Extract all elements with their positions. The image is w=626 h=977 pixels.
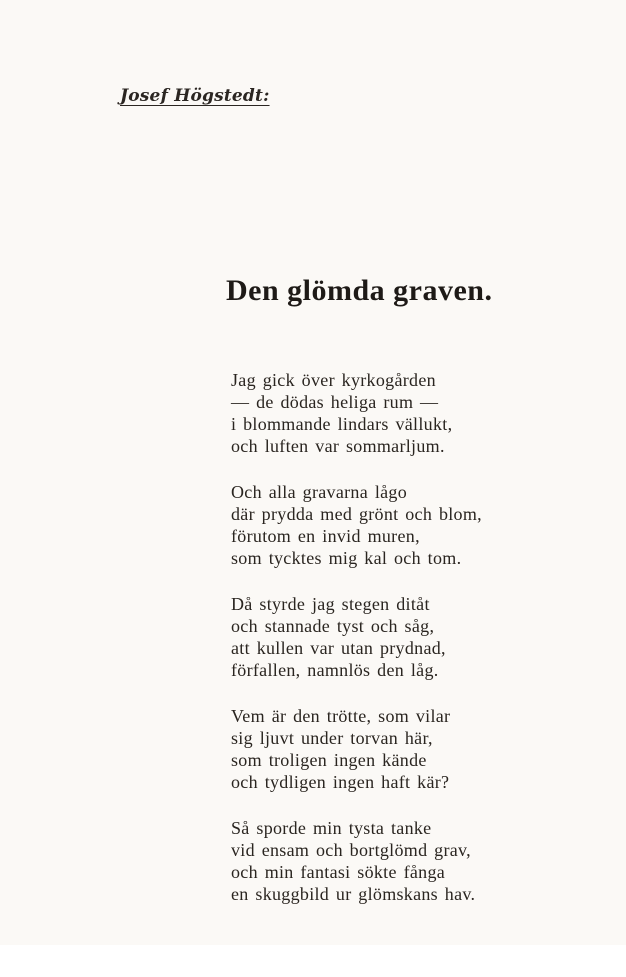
poem-line: och stannade tyst och såg, bbox=[231, 616, 435, 636]
poem-line: sig ljuvt under torvan här, bbox=[231, 728, 433, 748]
poem-line: och tydligen ingen haft kär? bbox=[231, 772, 450, 792]
poem-title: Den glömda graven. bbox=[226, 274, 493, 307]
poem-line: Så sporde min tysta tanke bbox=[231, 818, 432, 838]
stanza bbox=[231, 705, 531, 793]
author-name: Josef Högstedt: bbox=[120, 86, 270, 106]
poem-line: Och alla gravarna lågo bbox=[231, 482, 408, 502]
poem-body bbox=[231, 369, 531, 929]
poem-line: där prydda med grönt och blom, bbox=[231, 504, 482, 524]
stanza bbox=[231, 593, 531, 681]
stanza bbox=[231, 481, 531, 569]
poem-line: Jag gick över kyrkogården bbox=[231, 370, 436, 390]
poem-line: och luften var sommarljum. bbox=[231, 436, 445, 456]
poem-line: att kullen var utan prydnad, bbox=[231, 638, 446, 658]
poem-line: i blommande lindars vällukt, bbox=[231, 414, 453, 434]
stanza bbox=[231, 369, 531, 457]
poem-line: en skuggbild ur glömskans hav. bbox=[231, 884, 476, 904]
poem-line: förutom en invid muren, bbox=[231, 526, 420, 546]
poem-line: och min fantasi sökte fånga bbox=[231, 862, 446, 882]
poem-line: förfallen, namnlös den låg. bbox=[231, 660, 439, 680]
poem-line: vid ensam och bortglömd grav, bbox=[231, 840, 471, 860]
poem-line: som troligen ingen kände bbox=[231, 750, 427, 770]
poem-line: som tycktes mig kal och tom. bbox=[231, 548, 462, 568]
poem-line: Då styrde jag stegen ditåt bbox=[231, 594, 430, 614]
stanza bbox=[231, 817, 531, 905]
scan-margin bbox=[0, 945, 626, 977]
poem-line: — de dödas heliga rum — bbox=[231, 392, 439, 412]
poem-line: Vem är den trötte, som vilar bbox=[231, 706, 451, 726]
